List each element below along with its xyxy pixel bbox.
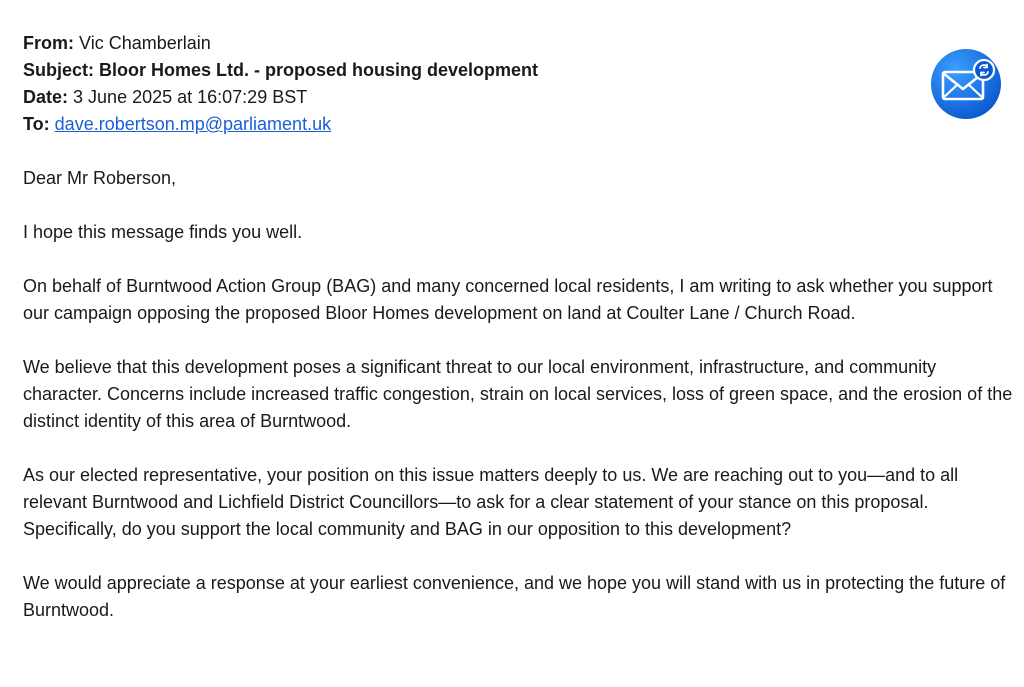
body-paragraph: On behalf of Burntwood Action Group (BAG) and many concerned local residents, I am writing to ask whether you support our campaign opposing the proposed Bloor Homes development on land at Coulter Lane / Church Road. [23, 276, 993, 323]
date-label: Date: [23, 87, 69, 107]
to-row [23, 111, 1024, 138]
to-email-link[interactable]: dave.robertson.mp@parliament.uk [54, 114, 332, 134]
body-paragraph: I hope this message finds you well. [23, 222, 303, 242]
subject-row [23, 57, 1024, 84]
subject-label: Subject: [23, 60, 95, 80]
body-paragraph: We believe that this development poses a significant threat to our local environment, infrastructure, and community character. Concerns include increased traffic congestion, strain on local services, loss of green space, and the erosion of the distinct identity of this area of Burntwood. [23, 357, 1013, 431]
from-label: From: [23, 33, 74, 53]
to-label: To: [23, 114, 50, 134]
body-paragraph: We would appreciate a response at your earliest convenience, and we hope you will stand with us in protecting the future of Burntwood. [23, 573, 1006, 620]
email-header [23, 30, 1024, 138]
subject-value: Bloor Homes Ltd. - proposed housing development [99, 60, 539, 80]
date-row [23, 84, 1024, 111]
date-value: 3 June 2025 at 16:07:29 BST [73, 87, 308, 107]
body-paragraph: As our elected representative, your position on this issue matters deeply to us. We are reaching out to you—and to all relevant Burntwood and Lichfield District Councillors—to ask for a clear statement of your stance on this proposal. Specifically, do you support the local community and BAG in our opposition to this development? [23, 465, 959, 539]
email-body [23, 165, 1013, 624]
from-value[interactable]: Vic Chamberlain [79, 33, 211, 53]
greeting: Dear Mr Roberson, [23, 168, 177, 188]
from-row [23, 30, 1024, 57]
mail-reply-icon [930, 48, 1002, 120]
